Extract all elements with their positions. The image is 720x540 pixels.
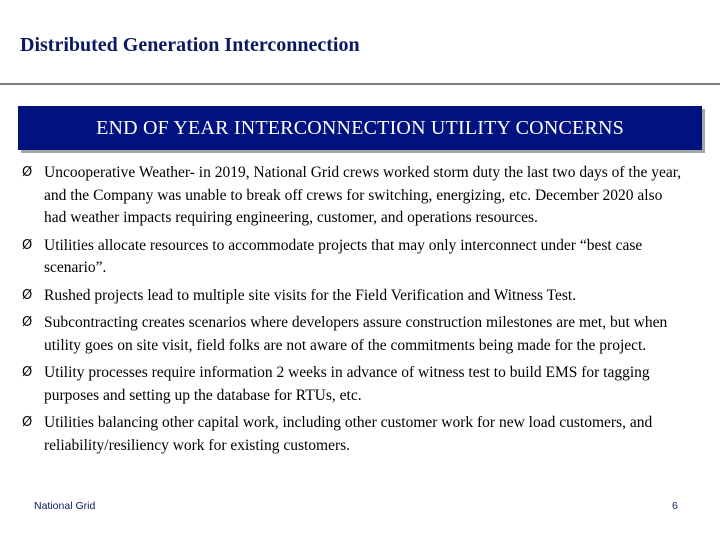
bullet-text: Utilities allocate resources to accommodate projects that may only interconnect under “best case scenario”. [44,236,643,276]
page-number: 6 [672,500,678,512]
bullet-item [22,235,682,280]
bullet-item [22,162,682,230]
bullet-list [22,162,682,462]
bullet-text: Utility processes require information 2 weeks in advance of witness test to build EMS for tagging purposes and setting up the database for RTUs, etc. [44,364,650,404]
arrow-bullet-icon: Ø [22,287,33,303]
arrow-bullet-icon: Ø [22,415,33,430]
title-divider [0,83,720,85]
bullet-item [22,412,682,457]
arrow-bullet-icon: Ø [22,237,33,253]
footer-company: National Grid [34,500,96,512]
slide-title: Distributed Generation Interconnection [20,34,360,56]
bullet-text: Rushed projects lead to multiple site visits for the Field Verification and Witness Test. [44,286,577,304]
bullet-text: Uncooperative Weather- in 2019, National Grid crews worked storm duty the last two days of the year, and the Company was unable to break off crews for switching, energizing, etc. December 2020 also had weather impacts requiring engineering, customer, and operations resources. [44,164,682,226]
bullet-text: Utilities balancing other capital work, including other customer work for new load customers, and reliability/resiliency work for existing customers. [44,414,653,454]
arrow-bullet-icon: Ø [22,315,33,330]
bullet-item [22,285,682,308]
section-banner: END OF YEAR INTERCONNECTION UTILITY CONCERNS [18,106,702,150]
arrow-bullet-icon: Ø [22,165,33,180]
bullet-item [22,362,682,407]
bullet-text: Subcontracting creates scenarios where developers assure construction milestones are met, but when utility goes on site visit, field folks are not aware of the commitments being made for the project. [44,314,668,354]
bullet-item [22,312,682,357]
arrow-bullet-icon: Ø [22,365,33,380]
